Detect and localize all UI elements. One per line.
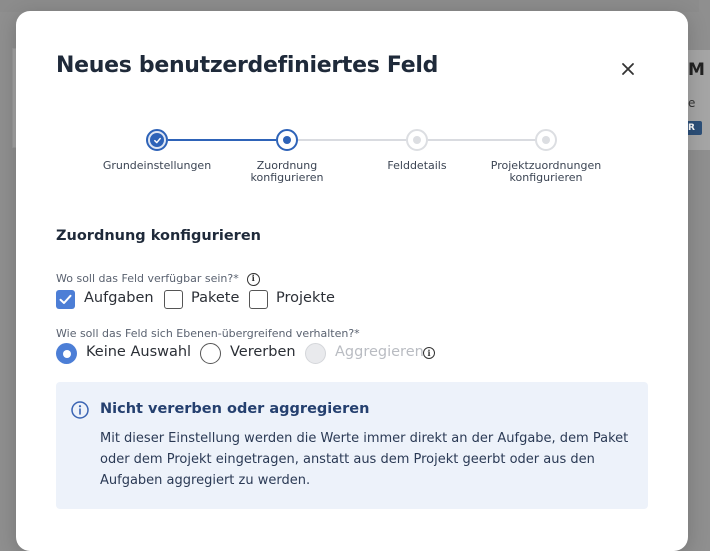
background-text: e <box>688 96 696 110</box>
step-1-indicator[interactable] <box>146 129 168 151</box>
availability-question-text: Wo soll das Feld verfügbar sein?* <box>56 272 239 285</box>
notice-text-line: oder dem Projekt eingetragen, anstatt aus dem Projekt geerbt oder aus den <box>100 452 595 467</box>
step-3-label: Felddetails <box>387 159 447 172</box>
info-notice <box>56 382 648 509</box>
section-title: Zuordnung konfigurieren <box>56 228 261 244</box>
notice-title: Nicht vererben oder aggregieren <box>100 401 370 417</box>
step-2-indicator[interactable] <box>276 129 298 151</box>
notice-text-line: Mit dieser Einstellung werden die Werte immer direkt an der Aufgabe, dem Paket <box>100 431 629 446</box>
checkmark-icon <box>56 290 75 309</box>
notice-text-line: Aufgaben aggregiert zu werden. <box>100 473 311 488</box>
custom-field-dialog <box>16 11 688 551</box>
radio-vererben[interactable] <box>200 343 221 364</box>
checkbox-pakete-label[interactable]: Pakete <box>191 290 240 306</box>
radio-aggregieren-label: Aggregieren <box>335 344 424 360</box>
step-1-label: Grundeinstellungen <box>102 159 212 172</box>
dialog-title: Neues benutzerdefiniertes Feld <box>56 53 439 78</box>
notice-text <box>100 428 640 491</box>
info-icon <box>71 401 89 419</box>
background-chip: R <box>686 121 702 135</box>
radio-aggregieren <box>305 343 326 364</box>
radio-vererben-label[interactable]: Vererben <box>230 344 296 360</box>
info-icon[interactable]: i <box>423 347 435 359</box>
info-icon[interactable]: i <box>247 273 260 286</box>
background-letter: M <box>688 60 705 80</box>
step-connector-3 <box>428 139 536 141</box>
wizard-stepper <box>16 11 688 211</box>
step-2-label: Zuordnung konfigurieren <box>250 159 324 184</box>
availability-question <box>56 272 260 286</box>
checkmark-icon <box>153 136 162 145</box>
radio-keine-auswahl-label[interactable]: Keine Auswahl <box>86 344 192 360</box>
checkbox-projekte[interactable] <box>249 290 268 309</box>
checkbox-aufgaben-label[interactable]: Aufgaben <box>84 290 154 306</box>
checkbox-pakete[interactable] <box>164 290 183 309</box>
step-4-indicator[interactable] <box>535 129 557 151</box>
radio-keine-auswahl[interactable] <box>56 343 77 364</box>
step-connector-1 <box>168 139 276 141</box>
inheritance-question: Wie soll das Feld sich Ebenen-übergreifend verhalten?* <box>56 327 360 340</box>
step-4-label: Projektzuordnungen konfigurieren <box>490 159 602 184</box>
step-connector-2 <box>298 139 406 141</box>
checkbox-aufgaben[interactable] <box>56 290 75 309</box>
step-3-indicator[interactable] <box>406 129 428 151</box>
checkbox-projekte-label[interactable]: Projekte <box>276 290 335 306</box>
